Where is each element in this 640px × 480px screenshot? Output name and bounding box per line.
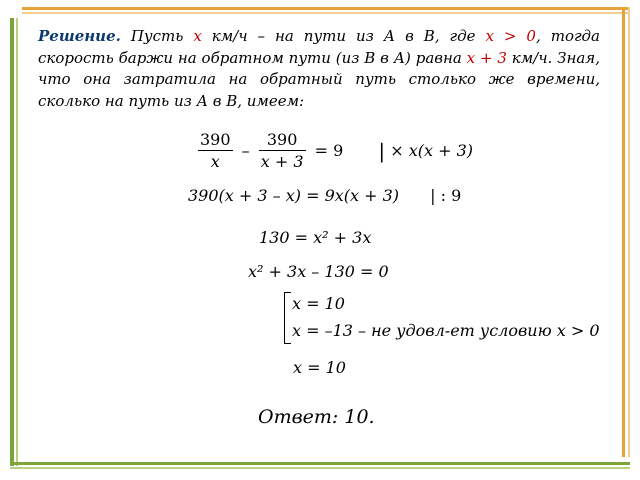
fraction-2-denominator: x + 3 [260, 152, 304, 171]
intro-part2: км/ч – на пути из А в В, где [201, 27, 486, 45]
equation-3: 130 = x² + 3x [259, 228, 372, 247]
fraction-2-numerator: 390 [259, 130, 306, 151]
multiply-factor: × x(x + 3) [390, 141, 473, 160]
bottom-green-border [10, 462, 630, 465]
intro-part1: Пусть [120, 27, 194, 45]
fraction-1-denominator: x [210, 152, 220, 171]
intro-reverse-speed: x + 3 [466, 48, 507, 67]
equation-2 [188, 186, 461, 205]
equation-2-text: 390(x + 3 – x) = 9x(x + 3) [188, 186, 400, 205]
intro-condition: x > 0 [485, 27, 536, 45]
minus-sign: – [241, 141, 250, 160]
root-1: x = 10 [292, 294, 345, 313]
top-orange-border [22, 7, 628, 10]
intro-part3: , тогда скорость баржи на обратном пути (из В в А) равна [38, 27, 600, 67]
right-orange-border [622, 7, 625, 457]
left-green-border [10, 18, 14, 466]
equation-1-rhs: = 9 [314, 141, 344, 160]
left-green-border-light [16, 18, 18, 466]
bottom-green-border-light [10, 467, 630, 469]
fraction-1-numerator: 390 [200, 130, 231, 149]
intro-variable: x [193, 27, 202, 45]
equation-4: x² + 3x – 130 = 0 [248, 262, 389, 281]
answer: Ответ: 10. [258, 406, 375, 428]
fraction-1 [198, 130, 233, 171]
intro-part4: км/ч. Зная, что она затратила на обратный путь столько же времени, сколько на путь из А в В, имеем: [38, 48, 601, 110]
top-orange-border-light [22, 12, 628, 14]
system-bracket [284, 292, 291, 344]
divide-bar: | [430, 186, 436, 205]
root-2-line [292, 321, 600, 340]
equation-1 [198, 130, 473, 171]
root-2: x = –13 [292, 321, 353, 340]
root-2-condition: x > 0 [556, 321, 600, 340]
solution-label: Решение. [38, 27, 121, 45]
final-result: x = 10 [293, 358, 346, 377]
right-orange-border-light [628, 7, 630, 457]
root-2-note: – не удовл-ет условию [352, 321, 557, 340]
divide-factor: : 9 [440, 186, 462, 205]
fraction-2 [259, 130, 306, 171]
solution-text [38, 26, 600, 112]
multiply-bar: | [378, 138, 386, 163]
